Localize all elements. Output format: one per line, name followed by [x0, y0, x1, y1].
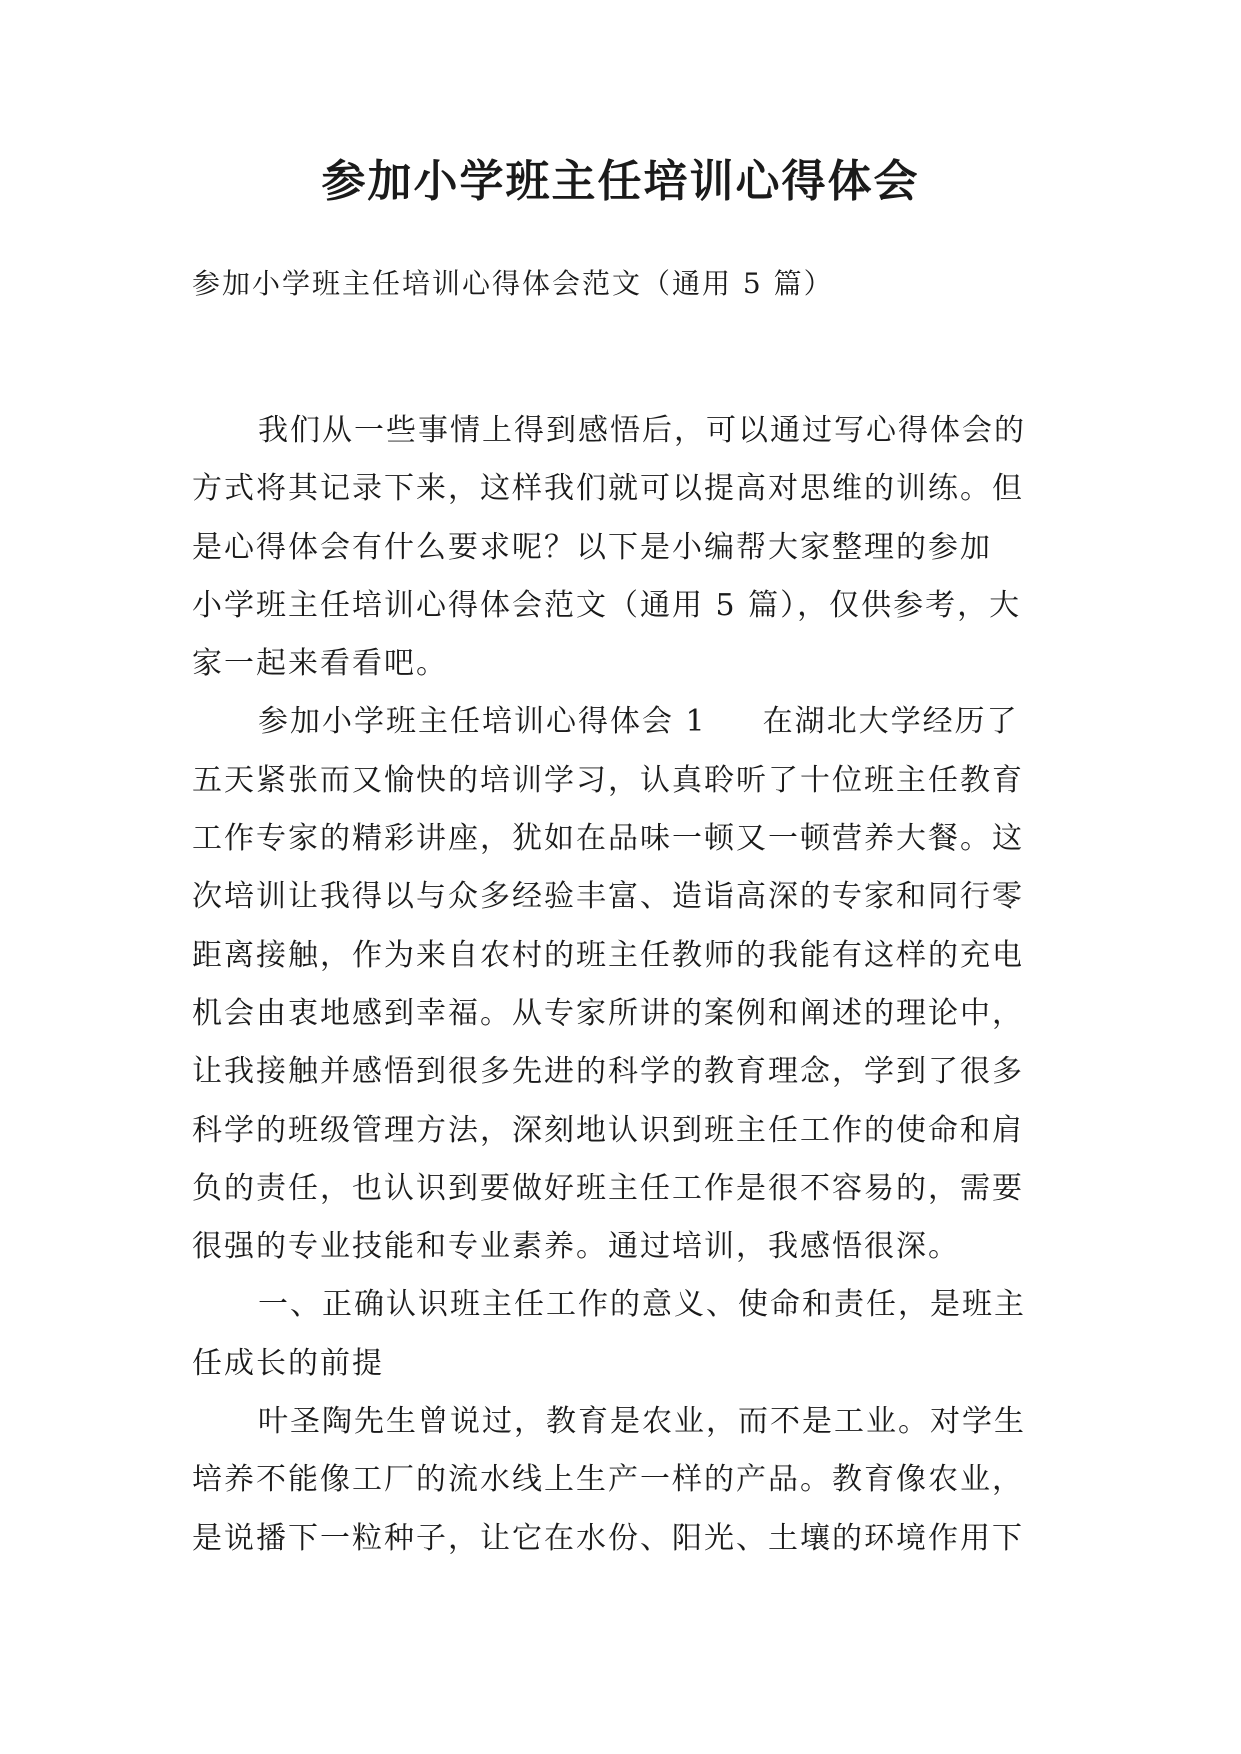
paragraph-line: 很强的专业技能和专业素养。通过培训，我感悟很深。	[192, 1229, 960, 1265]
subheading-line: 一、正确认识班主任工作的意义、使命和责任，是班主	[258, 1287, 1026, 1323]
section-heading-line	[192, 693, 1052, 751]
paragraph-line: 家一起来看看吧。	[192, 646, 448, 682]
paragraph-line: 是说播下一粒种子，让它在水份、阳光、土壤的环境作用下	[192, 1520, 1024, 1556]
paragraph-line: 是心得体会有什么要求呢？以下是小编帮大家整理的参加	[192, 529, 992, 565]
paragraph-text: 在湖北大学经历了	[762, 704, 1019, 740]
paragraph-line: 叶圣陶先生曾说过，教育是农业，而不是工业。对学生	[258, 1404, 1026, 1440]
section-heading: 参加小学班主任培训心得体会 1	[258, 704, 707, 740]
subheading-line: 任成长的前提	[192, 1345, 384, 1381]
paragraph-line: 我们从一些事情上得到感悟后，可以通过写心得体会的	[258, 413, 1026, 448]
paragraph-line: 科学的班级管理方法，深刻地认识到班主任工作的使命和肩	[192, 1112, 1024, 1148]
document-title: 参加小学班主任培训心得体会	[321, 156, 920, 207]
paragraph-line: 培养不能像工厂的流水线上生产一样的产品。教育像农业，	[192, 1462, 1024, 1498]
document-body	[192, 402, 1052, 1568]
paragraph-line: 五天紧张而又愉快的培训学习，认真聆听了十位班主任教育	[192, 762, 1024, 798]
paragraph-line: 距离接触，作为来自农村的班主任教师的我能有这样的充电	[192, 937, 1024, 973]
paragraph-line: 小学班主任培训心得体会范文（通用 5 篇），仅供参考，大	[192, 587, 1022, 623]
document-subtitle: 参加小学班主任培训心得体会范文（通用 5 篇）	[192, 267, 834, 300]
paragraph-line: 机会由衷地感到幸福。从专家所讲的案例和阐述的理论中，	[192, 995, 1024, 1031]
paragraph-line: 方式将其记录下来，这样我们就可以提高对思维的训练。但	[192, 471, 1024, 507]
paragraph-line: 工作专家的精彩讲座，犹如在品味一顿又一顿营养大餐。这	[192, 821, 1024, 857]
paragraph-line: 负的责任，也认识到要做好班主任工作是很不容易的，需要	[192, 1170, 1024, 1206]
paragraph-line: 让我接触并感悟到很多先进的科学的教育理念，学到了很多	[192, 1054, 1024, 1090]
paragraph-line: 次培训让我得以与众多经验丰富、造诣高深的专家和同行零	[192, 879, 1024, 915]
